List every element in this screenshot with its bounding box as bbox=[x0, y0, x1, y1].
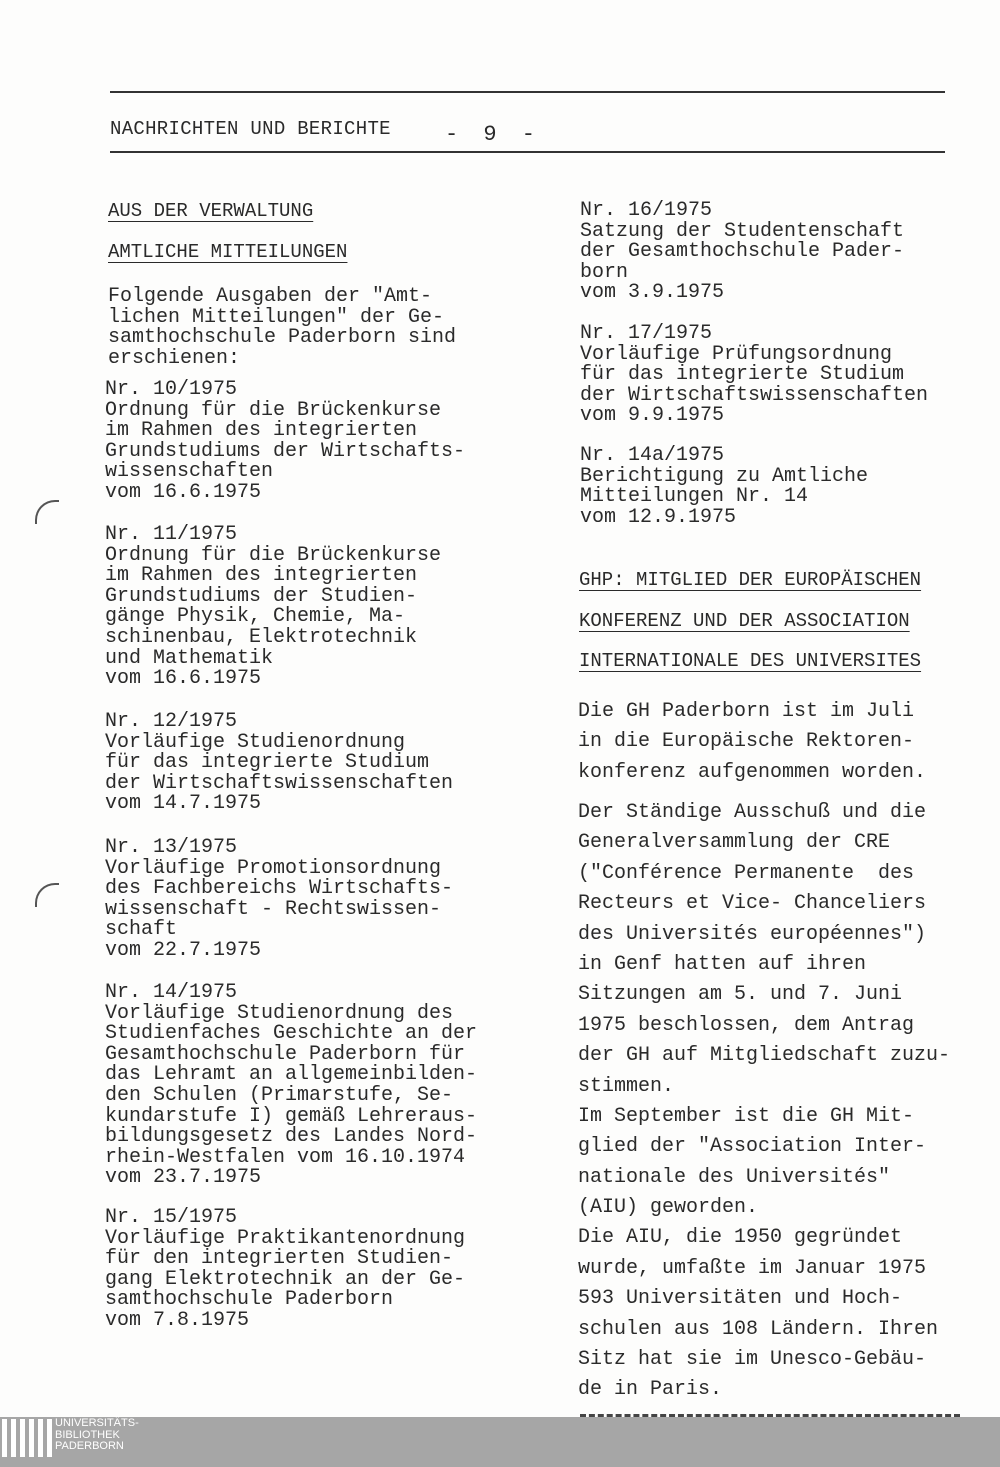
text-line: vom 22.7.1975 bbox=[105, 938, 262, 962]
text-line: kundarstufe I) gemäß Lehreraus- bbox=[105, 1104, 478, 1128]
text-line: Im September ist die GH Mit- bbox=[578, 1104, 915, 1128]
text-line: des Universités européennes") bbox=[578, 922, 927, 946]
entry-nr-16 bbox=[580, 201, 904, 304]
text-line: stimmen. bbox=[578, 1074, 675, 1098]
punch-mark bbox=[35, 500, 59, 524]
text-line: des Fachbereichs Wirtschafts- bbox=[105, 877, 454, 901]
text-line: bildungsgesetz des Landes Nord- bbox=[105, 1125, 478, 1149]
section-header: NACHRICHTEN UND BERICHTE bbox=[110, 118, 391, 140]
header-rule bbox=[110, 151, 945, 153]
text-line: born bbox=[580, 260, 629, 284]
text-line: Nr. 16/1975 bbox=[580, 199, 713, 222]
text-line: vom 16.6.1975 bbox=[105, 480, 262, 504]
text-line: rhein-Westfalen vom 16.10.1974 bbox=[105, 1145, 466, 1169]
text-line: lichen Mitteilungen" der Ge- bbox=[108, 305, 445, 329]
library-footer bbox=[0, 1417, 1000, 1467]
text-line: ("Conférence Permanente des bbox=[578, 861, 915, 885]
heading-ghp-1: GHP: MITGLIED DER EUROPÄISCHEN bbox=[579, 569, 922, 591]
text-line: schulen aus 108 Ländern. Ihren bbox=[578, 1317, 939, 1341]
library-logo-text bbox=[55, 1418, 139, 1453]
text-line: wissenschaften bbox=[105, 460, 274, 484]
text-line: vom 23.7.1975 bbox=[105, 1166, 262, 1190]
logo-line: BIBLIOTHEK bbox=[55, 1428, 120, 1441]
text-line: Generalversammlung der CRE bbox=[578, 831, 891, 855]
text-line: vom 14.7.1975 bbox=[105, 792, 262, 816]
text-line: Sitzungen am 5. und 7. Juni bbox=[578, 983, 903, 1007]
text-line: Studienfaches Geschichte an der bbox=[105, 1022, 478, 1046]
text-line: Berichtigung zu Amtliche bbox=[580, 464, 869, 488]
text-line: wurde, umfaßte im Januar 1975 bbox=[578, 1256, 927, 1280]
text-line: Nr. 15/1975 bbox=[105, 1206, 238, 1229]
library-logo-icon bbox=[2, 1419, 52, 1457]
heading-verwaltung: AUS DER VERWALTUNG bbox=[108, 200, 314, 222]
logo-line: PADERBORN bbox=[55, 1440, 124, 1452]
text-line: im Rahmen des integrierten bbox=[105, 564, 418, 588]
text-line: Nr. 14a/1975 bbox=[580, 444, 725, 467]
text-line: Nr. 13/1975 bbox=[105, 836, 238, 859]
text-line: 593 Universitäten und Hoch- bbox=[578, 1287, 903, 1311]
text-line: der GH auf Mitgliedschaft zuzu- bbox=[578, 1044, 951, 1068]
heading-amtliche-mitteilungen: AMTLICHE MITTEILUNGEN bbox=[108, 241, 348, 263]
text-line: de in Paris. bbox=[578, 1378, 723, 1402]
text-line: samthochschule Paderborn bbox=[105, 1288, 394, 1312]
text-line: Vorläufige Studienordnung bbox=[105, 730, 406, 754]
intro-paragraph bbox=[108, 287, 456, 369]
text-line: Vorläufige Studienordnung des bbox=[105, 1001, 454, 1025]
text-line: Mitteilungen Nr. 14 bbox=[580, 485, 809, 509]
heading-ghp-2: KONFERENZ UND DER ASSOCIATION bbox=[579, 610, 910, 632]
text-line: wissenschaft - Rechtswissen- bbox=[105, 897, 442, 921]
text-line: Vorläufige Promotionsordnung bbox=[105, 856, 442, 880]
logo-line: UNIVERSITÄTS- bbox=[55, 1417, 139, 1429]
text-line: Satzung der Studentenschaft bbox=[580, 219, 905, 243]
text-line: schinenbau, Elektrotechnik bbox=[105, 625, 418, 649]
text-line: Nr. 11/1975 bbox=[105, 523, 238, 546]
text-line: Vorläufige Praktikantenordnung bbox=[105, 1226, 466, 1250]
text-line: im Rahmen des integrierten bbox=[105, 419, 418, 443]
top-rule bbox=[110, 91, 945, 93]
text-line: der Gesamthochschule Pader- bbox=[580, 240, 905, 264]
entry-nr-13 bbox=[105, 838, 453, 962]
text-line: gänge Physik, Chemie, Ma- bbox=[105, 605, 406, 629]
text-line: vom 16.6.1975 bbox=[105, 667, 262, 691]
text-line: vom 7.8.1975 bbox=[105, 1308, 250, 1332]
text-line: Vorläufige Prüfungsordnung bbox=[580, 342, 893, 366]
text-line: Ordnung für die Brückenkurse bbox=[105, 398, 442, 422]
entry-nr-17 bbox=[580, 324, 928, 427]
text-line: Grundstudiums der Wirtschafts- bbox=[105, 439, 466, 463]
punch-mark bbox=[35, 883, 59, 907]
text-line: Grundstudiums der Studien- bbox=[105, 584, 418, 608]
text-line: für das integrierte Studium bbox=[105, 751, 430, 775]
text-line: Ordnung für die Brückenkurse bbox=[105, 543, 442, 567]
text-line: den Schulen (Primarstufe, Se- bbox=[105, 1083, 454, 1107]
text-line: erschienen: bbox=[108, 346, 241, 370]
text-line: vom 9.9.1975 bbox=[580, 404, 725, 428]
text-line: der Wirtschaftswissenschaften bbox=[580, 383, 929, 407]
text-line: Nr. 17/1975 bbox=[580, 322, 713, 345]
text-line: glied der "Association Inter- bbox=[578, 1135, 927, 1159]
text-line: das Lehramt an allgemeinbilden- bbox=[105, 1063, 478, 1087]
text-line: nationale des Universités" bbox=[578, 1165, 891, 1189]
paragraph-rektorenkonferenz bbox=[578, 697, 926, 788]
text-line: Nr. 14/1975 bbox=[105, 981, 238, 1004]
text-line: gang Elektrotechnik an der Ge- bbox=[105, 1267, 466, 1291]
text-line: Folgende Ausgaben der "Amt- bbox=[108, 285, 433, 308]
text-line: Sitz hat sie im Unesco-Gebäu- bbox=[578, 1348, 927, 1372]
entry-nr-15 bbox=[105, 1208, 465, 1332]
text-line: schaft bbox=[105, 918, 178, 942]
text-line: Der Ständige Ausschuß und die bbox=[578, 801, 927, 824]
text-line: Nr. 10/1975 bbox=[105, 378, 238, 401]
entry-nr-10 bbox=[105, 380, 465, 504]
text-line: Die AIU, die 1950 gegründet bbox=[578, 1226, 903, 1250]
text-line: in Genf hatten auf ihren bbox=[578, 952, 867, 976]
text-line: Recteurs et Vice- Chanceliers bbox=[578, 892, 927, 916]
text-line: in die Europäische Rektoren- bbox=[578, 730, 915, 754]
page-number: - 9 - bbox=[445, 122, 542, 147]
text-line: samthochschule Paderborn sind bbox=[108, 326, 457, 350]
text-line: vom 3.9.1975 bbox=[580, 281, 725, 305]
text-line: konferenz aufgenommen worden. bbox=[578, 760, 927, 784]
entry-nr-11 bbox=[105, 525, 441, 690]
text-line: (AIU) geworden. bbox=[578, 1196, 759, 1220]
heading-ghp-3: INTERNATIONALE DES UNIVERSITES bbox=[579, 650, 922, 672]
entry-nr-12 bbox=[105, 712, 453, 815]
text-line: und Mathematik bbox=[105, 646, 274, 670]
text-line: Nr. 12/1975 bbox=[105, 710, 238, 733]
entry-nr-14 bbox=[105, 983, 477, 1189]
text-line: vom 12.9.1975 bbox=[580, 505, 737, 529]
text-line: der Wirtschaftswissenschaften bbox=[105, 771, 454, 795]
text-line: für das integrierte Studium bbox=[580, 363, 905, 387]
text-line: 1975 beschlossen, dem Antrag bbox=[578, 1013, 915, 1037]
text-line: für den integrierten Studien- bbox=[105, 1247, 454, 1271]
paragraph-cre-aiu bbox=[578, 798, 950, 1406]
entry-nr-14a bbox=[580, 446, 868, 528]
text-line: Die GH Paderborn ist im Juli bbox=[578, 700, 915, 723]
text-line: Gesamthochschule Paderborn für bbox=[105, 1042, 466, 1066]
